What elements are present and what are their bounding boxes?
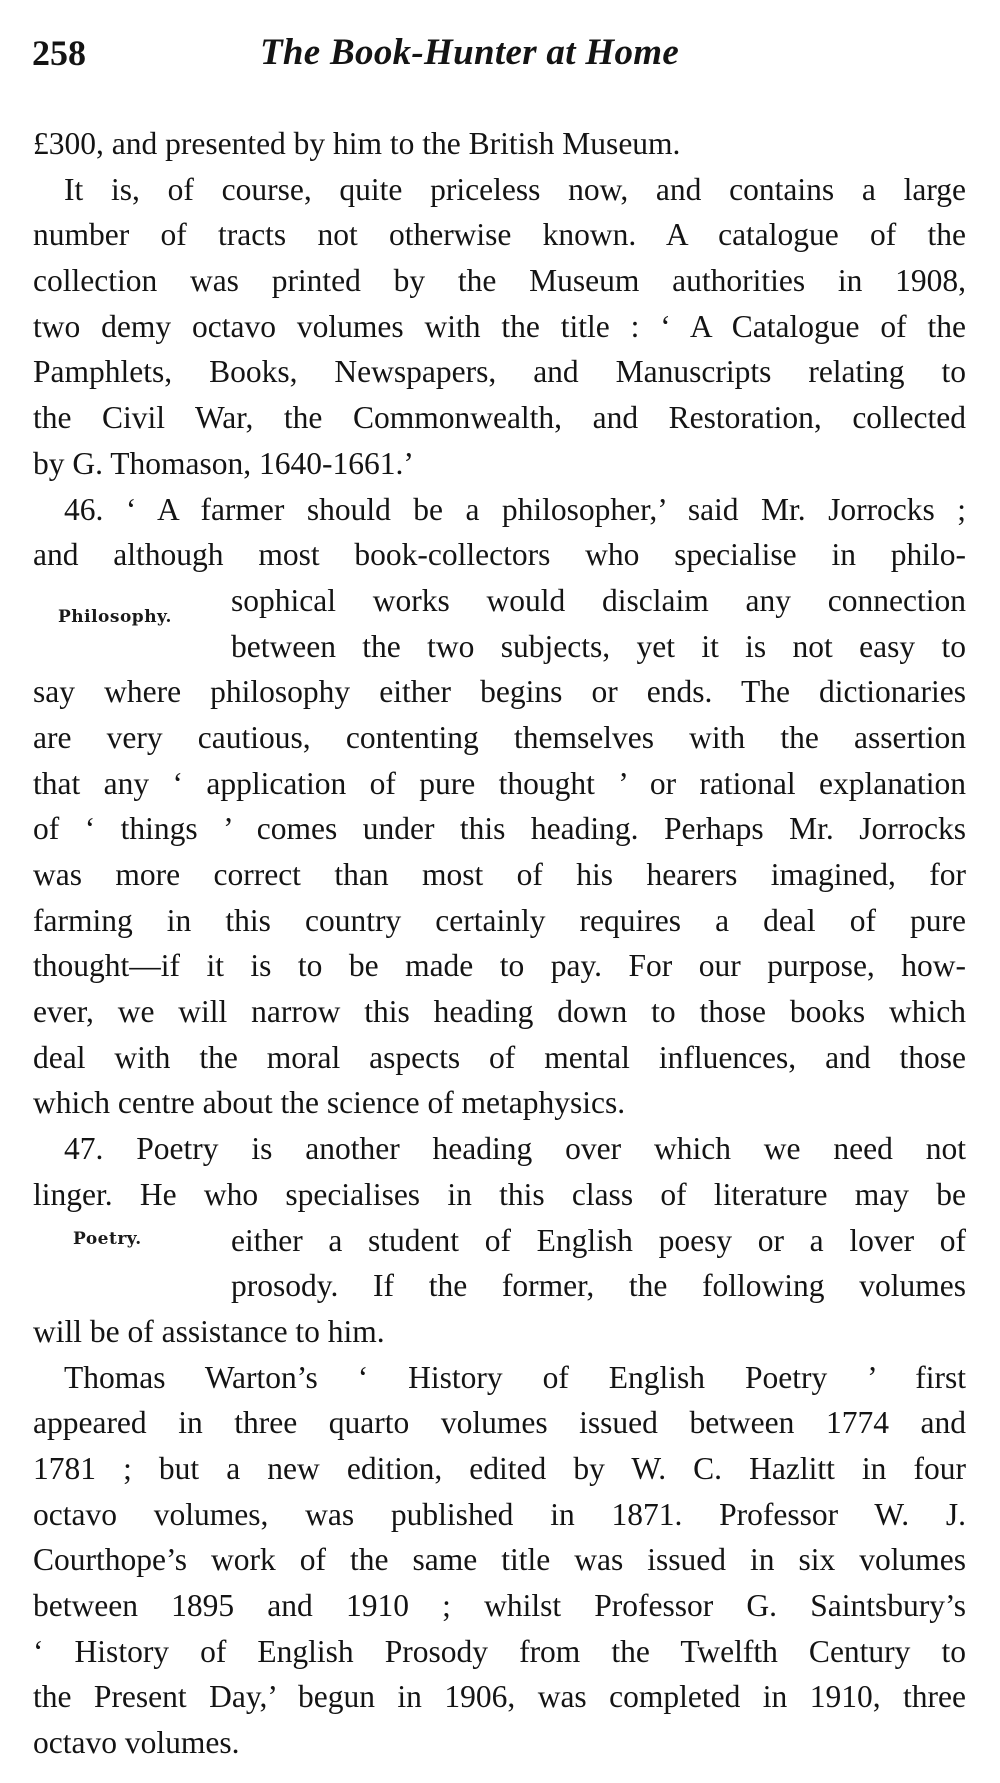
- text-line: either a student of English poesy or a lover of: [231, 1222, 966, 1258]
- text-line: ‘ History of English Prosody from the Twelfth Century to: [33, 1633, 966, 1669]
- text-line: and although most book-collectors who specialise in philo-: [33, 537, 966, 573]
- text-line: It is, of course, quite priceless now, and contains a large: [64, 171, 966, 207]
- text-line: that any ‘ application of pure thought ’ or rational explanation: [33, 765, 966, 801]
- text-line: which centre about the science of metaphysics.: [33, 1085, 626, 1121]
- margin-note-philosophy: Philosophy.: [58, 607, 172, 627]
- text-line: the Present Day,’ begun in 1906, was completed in 1910, three: [33, 1679, 966, 1715]
- text-line: by G. Thomason, 1640-1661.’: [33, 445, 414, 481]
- text-line: deal with the moral aspects of mental influences, and those: [33, 1039, 966, 1075]
- text-line: collection was printed by the Museum authorities in 1908,: [33, 263, 966, 299]
- text-line: £300, and presented by him to the British Museum.: [33, 126, 681, 161]
- text-line: sophical works would disclaim any connection: [231, 582, 966, 618]
- text-line: prosody. If the former, the following volumes: [231, 1268, 966, 1304]
- text-line: octavo volumes, was published in 1871. Professor W. J.: [33, 1496, 966, 1532]
- text-line: farming in this country certainly requires a deal of pure: [33, 902, 966, 938]
- text-line: Thomas Warton’s ‘ History of English Poetry ’ first: [64, 1359, 966, 1395]
- text-line: appeared in three quarto volumes issued between 1774 and: [33, 1405, 966, 1441]
- text-line: Courthope’s work of the same title was issued in six volumes: [33, 1542, 966, 1578]
- text-line: number of tracts not otherwise known. A catalogue of the: [33, 217, 966, 253]
- running-title: The Book-Hunter at Home: [260, 32, 680, 73]
- text-line: between the two subjects, yet it is not easy to: [231, 628, 966, 664]
- text-line: 47. Poetry is another heading over which we need not: [64, 1131, 966, 1167]
- text-line: was more correct than most of his hearers imagined, for: [33, 857, 966, 892]
- text-line: say where philosophy either begins or ends. The dictionaries: [33, 674, 966, 710]
- text-line: will be of assistance to him.: [33, 1313, 385, 1349]
- margin-note-poetry: Poetry.: [73, 1229, 142, 1249]
- text-line: of ‘ things ’ comes under this heading. Perhaps Mr. Jorrocks: [33, 811, 966, 847]
- body-text: [33, 121, 966, 1766]
- text-line: thought—if it is to be made to pay. For our purpose, how-: [33, 948, 966, 984]
- text-line: octavo volumes.: [33, 1725, 240, 1761]
- text-line: Pamphlets, Books, Newspapers, and Manuscripts relating to: [33, 354, 966, 390]
- page-header: [32, 28, 932, 78]
- page-number: 258: [32, 33, 86, 73]
- text-line: two demy octavo volumes with the title : ‘ A Catalogue of the: [33, 308, 966, 344]
- text-line: 1781 ; but a new edition, edited by W. C. Hazlitt in four: [33, 1450, 966, 1486]
- text-line: 46. ‘ A farmer should be a philosopher,’ said Mr. Jorrocks ;: [64, 491, 966, 527]
- text-line: between 1895 and 1910 ; whilst Professor G. Saintsbury’s: [33, 1588, 966, 1623]
- text-line: the Civil War, the Commonwealth, and Restoration, collected: [33, 400, 966, 436]
- text-line: linger. He who specialises in this class of literature may be: [33, 1176, 966, 1212]
- text-line: are very cautious, contenting themselves with the assertion: [33, 719, 966, 755]
- text-line: ever, we will narrow this heading down to those books which: [33, 994, 966, 1030]
